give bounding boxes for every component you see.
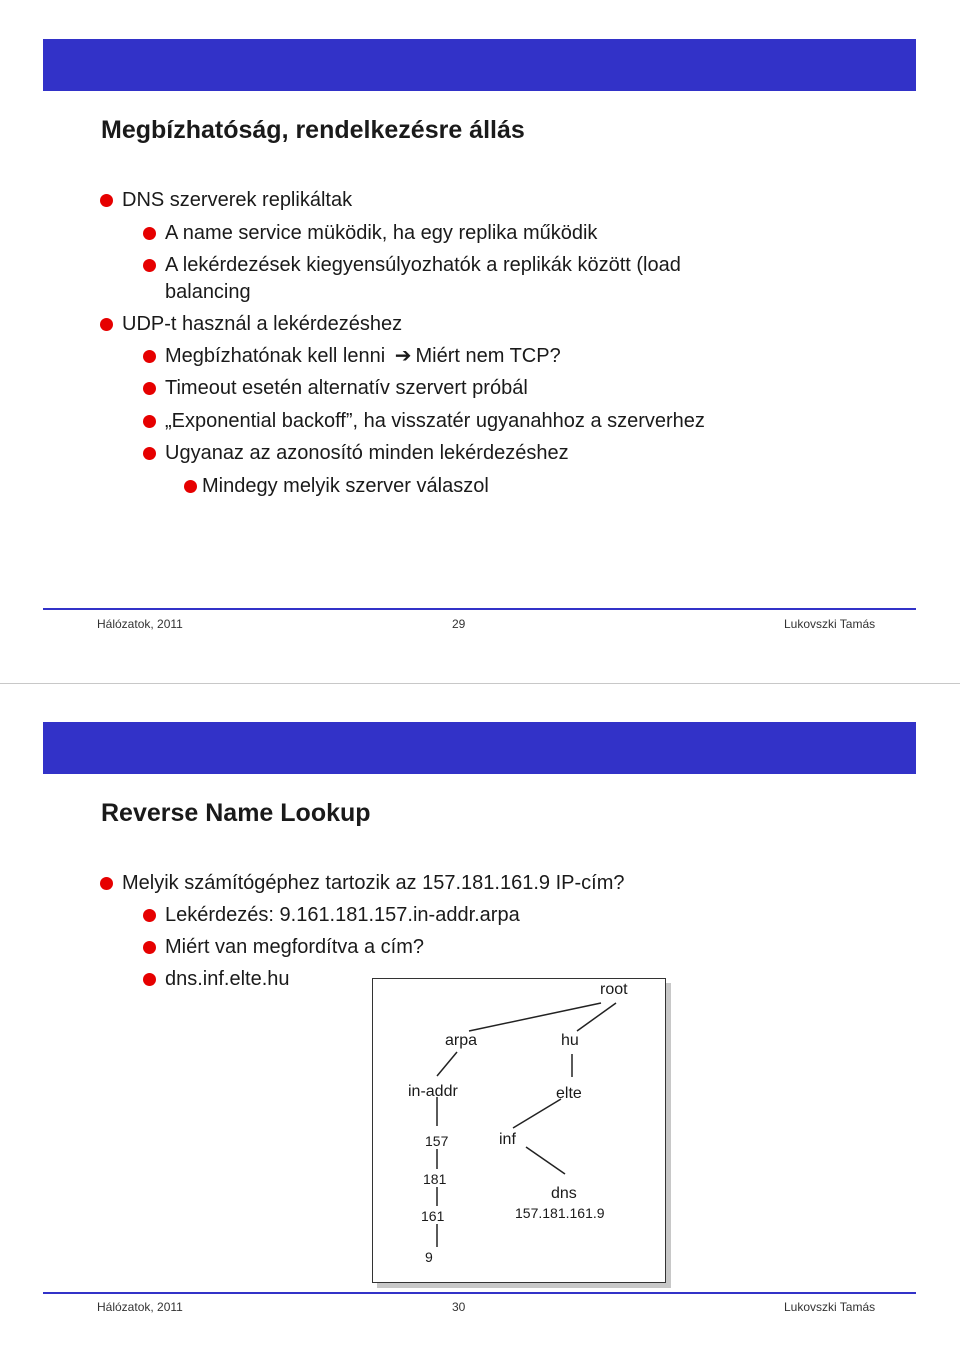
bullet-icon [100,194,113,207]
tree-node-in-addr: in-addr [408,1083,458,1100]
edge-inf-dns [526,1147,565,1174]
footer-author: Lukovszki Tamás [784,1300,876,1314]
footer-page-number: 30 [452,1300,466,1314]
tree-node-161: 161 [421,1208,445,1224]
bullet-icon [100,318,113,331]
bullet-item: Megbízhatónak kell lenni ➔ Miért nem TCP? [165,343,561,369]
edge-root-arpa [469,1003,601,1031]
footer-page-number: 29 [452,617,466,631]
tree-node-arpa: arpa [445,1032,478,1049]
bullet-item: DNS szerverek replikáltak [122,187,352,213]
tree-node-dns: dns [551,1185,577,1202]
bullet-icon [143,909,156,922]
tree-edges [373,979,665,1282]
bullet-icon [184,480,197,493]
slide-header-bar [43,722,916,774]
bullet-icon [143,973,156,986]
footer-course: Hálózatok, 2011 [97,1300,183,1314]
bullet-icon [143,447,156,460]
bullet-icon [143,941,156,954]
bullet-icon [143,227,156,240]
bullet-icon [143,259,156,272]
footer-line [43,608,916,610]
right-arrow-icon: ➔ [394,345,412,367]
tree-node-dns-ip: 157.181.161.9 [515,1205,605,1221]
bullet-item: A lekérdezések kiegyensúlyozhatók a replikák között (load [165,252,681,278]
slide-title: Megbízhatóság, rendelkezésre állás [101,116,525,144]
dns-tree-diagram [372,978,666,1283]
bullet-item: dns.inf.elte.hu [165,966,290,992]
bullet-item: A name service müködik, ha egy replika működik [165,220,597,246]
tree-node-181: 181 [423,1171,447,1187]
bullet-item: Mindegy melyik szerver válaszol [202,473,489,499]
edge-elte-inf [513,1099,561,1128]
tree-node-elte: elte [556,1085,582,1102]
bullet-icon [143,415,156,428]
tree-node-root: root [600,981,628,998]
bullet-item: Timeout esetén alternatív szervert próbál [165,375,528,401]
bullet-icon [143,382,156,395]
slide-title: Reverse Name Lookup [101,799,371,827]
bullet-item: Ugyanaz az azonosító minden lekérdezéshez [165,440,569,466]
bullet-item: Melyik számítógéphez tartozik az 157.181.161.9 IP-cím? [122,870,624,896]
bullet-item: „Exponential backoff”, ha visszatér ugyanahhoz a szerverhez [165,408,705,434]
slide-29 [0,0,960,683]
tree-node-157: 157 [425,1133,449,1149]
slide-30 [0,684,960,1367]
edge-arpa-inaddr [437,1052,457,1076]
footer-author: Lukovszki Tamás [784,617,876,631]
footer-course: Hálózatok, 2011 [97,617,183,631]
bullet-icon [100,877,113,890]
bullet-item: Lekérdezés: 9.161.181.157.in-addr.arpa [165,902,520,928]
bullet-continuation: balancing [165,281,251,303]
tree-node-hu: hu [561,1032,579,1049]
tree-node-inf: inf [499,1131,516,1148]
footer-line [43,1292,916,1294]
slide-header-bar [43,39,916,91]
bullet-icon [143,350,156,363]
bullet-item: Miért van megfordítva a cím? [165,934,424,960]
tree-node-9: 9 [425,1249,433,1265]
bullet-item: UDP-t használ a lekérdezéshez [122,311,402,337]
